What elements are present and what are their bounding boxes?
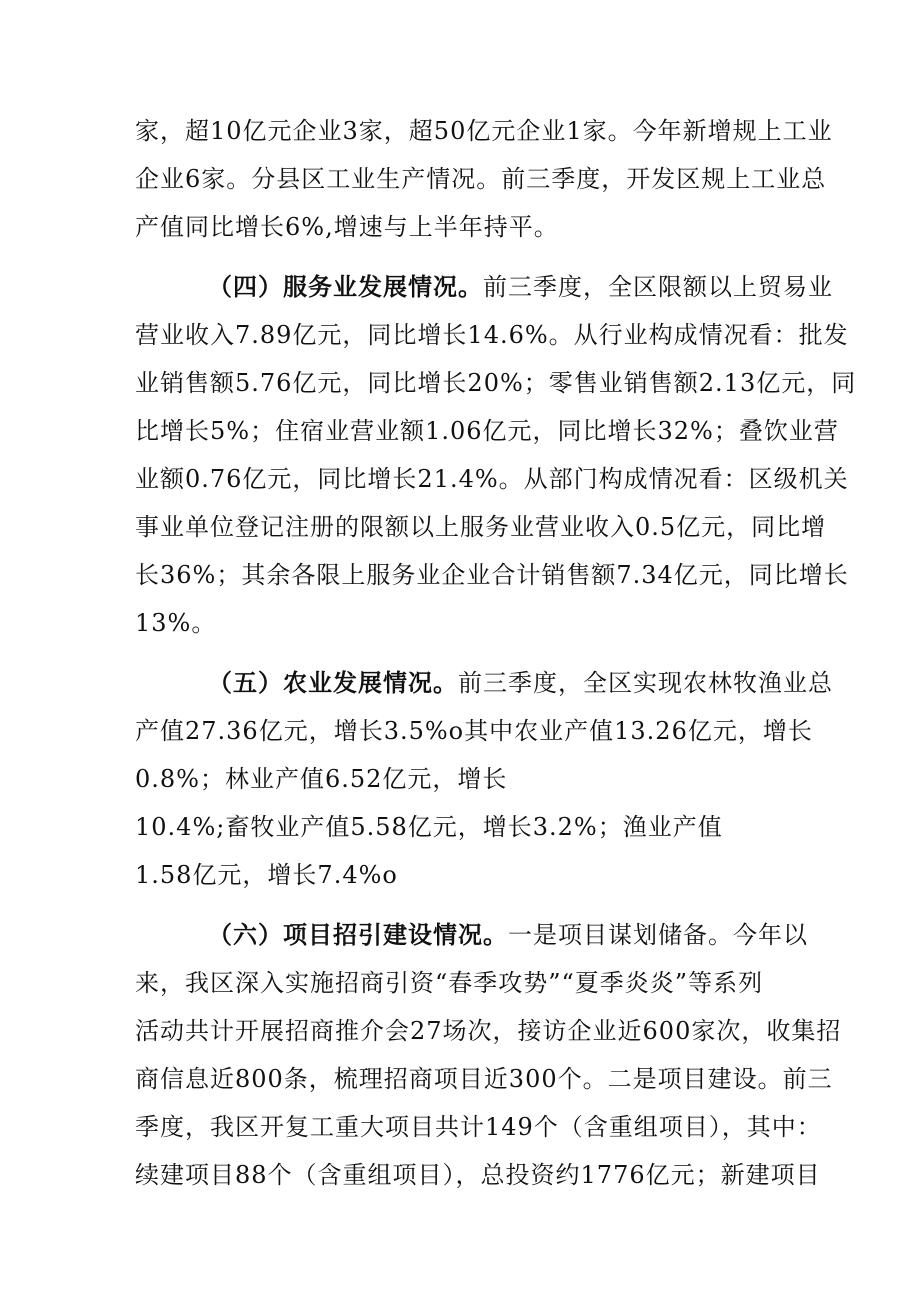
text-line: 续建项目88个（含重组项目），总投资约1776亿元；新建项目 (135, 1161, 821, 1189)
text-line: 家，超10亿元企业3家，超50亿元企业1家。今年新增规上工业 (135, 117, 833, 145)
section-four-first-line (208, 263, 858, 311)
text-line: 营业收入7.89亿元，同比增长14.6%。从行业构成情况看：批发 (135, 321, 849, 349)
text-line: 商信息近800条，梳理招商项目近300个。二是项目建设。前三 (135, 1065, 833, 1093)
section-five-heading: （五）农业发展情况。 (208, 668, 458, 697)
text-line: 1.58亿元，增长7.4%o (135, 861, 398, 889)
section-six-first-line (208, 911, 858, 959)
text-line: 10.4%;畜牧业产值5.58亿元，增长3.2%；渔业产值 (135, 813, 723, 841)
section-six-lead: 一是项目谋划储备。今年以 (508, 921, 808, 949)
text-line: 业销售额5.76亿元，同比增长20%；零售业销售额2.13亿元，同 (135, 369, 857, 397)
section-four-heading: （四）服务业发展情况。 (208, 272, 483, 301)
text-line: 0.8%；林业产值6.52亿元，增长 (135, 765, 508, 793)
text-line: 业额0.76亿元，同比增长21.4%。从部门构成情况看：区级机关 (135, 465, 849, 493)
text-line: 活动共计开展招商推介会27场次，接访企业近600家次，收集招 (135, 1017, 842, 1045)
text-line: 企业6家。分县区工业生产情况。前三季度，开发区规上工业总 (135, 165, 827, 193)
text-line: 产值27.36亿元，增长3.5%o其中农业产值13.26亿元，增长 (135, 717, 813, 745)
section-six-heading: （六）项目招引建设情况。 (208, 920, 508, 949)
section-four-lead: 前三季度，全区限额以上贸易业 (483, 273, 833, 301)
text-line: 产值同比增长6%,增速与上半年持平。 (135, 213, 559, 241)
section-five-lead: 前三季度，全区实现农林牧渔业总 (458, 669, 833, 697)
text-line: 13%。 (135, 609, 217, 637)
text-line: 来，我区深入实施招商引资“春季攻势”“夏季炎炎”等系列 (135, 969, 764, 997)
section-five-first-line (208, 659, 858, 707)
text-line: 长36%；其余各限上服务业企业合计销售额7.34亿元，同比增长 (135, 561, 849, 589)
text-line: 比增长5%；住宿业营业额1.06亿元，同比增长32%；叠饮业营 (135, 417, 839, 445)
text-line: 季度，我区开复工重大项目共计149个（含重组项目），其中： (135, 1113, 822, 1141)
text-line: 事业单位登记注册的限额以上服务业营业收入0.5亿元，同比增 (135, 513, 827, 541)
